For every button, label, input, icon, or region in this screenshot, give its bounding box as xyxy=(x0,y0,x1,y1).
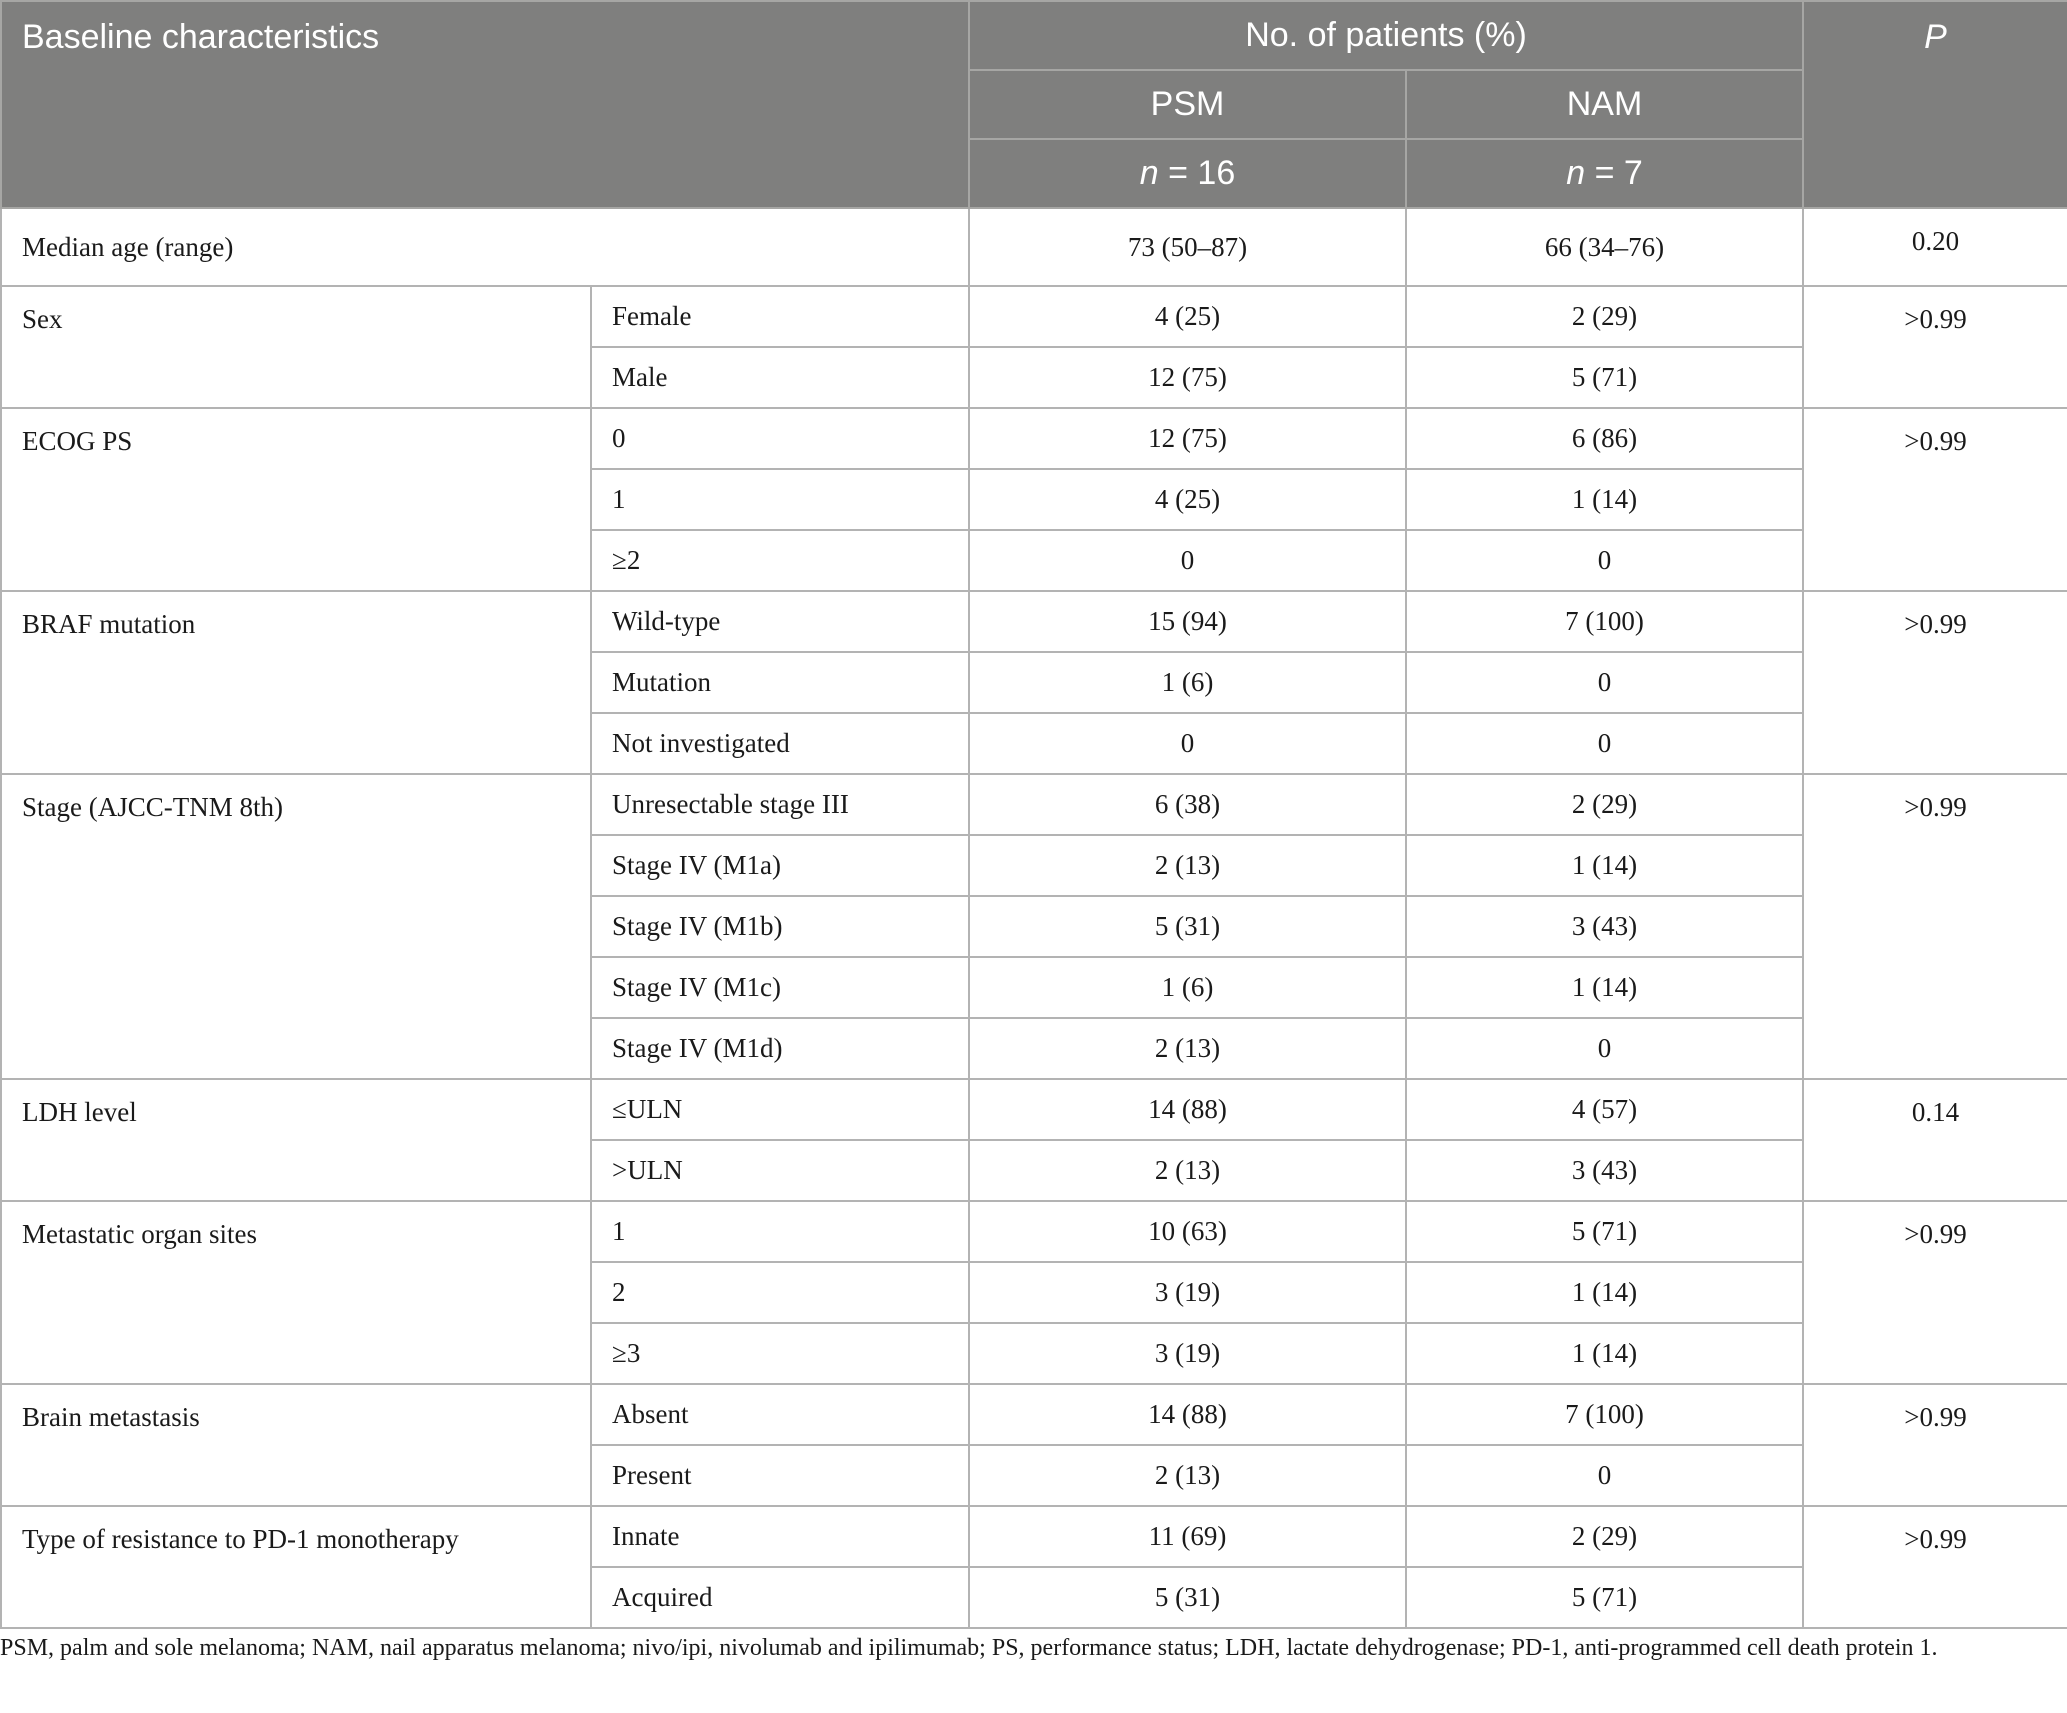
header-nam-n xyxy=(1406,139,1803,208)
cell-p-value: 0.20 xyxy=(1803,208,2067,286)
cell-psm: 0 xyxy=(969,530,1406,591)
table-row xyxy=(1,774,2067,835)
cell-psm: 14 (88) xyxy=(969,1079,1406,1140)
cell-nam: 7 (100) xyxy=(1406,591,1803,652)
row-subcategory: >ULN xyxy=(591,1140,969,1201)
cell-nam: 1 (14) xyxy=(1406,469,1803,530)
cell-psm: 5 (31) xyxy=(969,1567,1406,1628)
row-subcategory: Stage IV (M1c) xyxy=(591,957,969,1018)
cell-nam: 1 (14) xyxy=(1406,1323,1803,1384)
cell-nam: 0 xyxy=(1406,713,1803,774)
header-p-value: P xyxy=(1803,1,2067,208)
table-row xyxy=(1,408,2067,469)
cell-nam: 6 (86) xyxy=(1406,408,1803,469)
cell-p-value: 0.14 xyxy=(1803,1079,2067,1201)
table-row xyxy=(1,208,2067,286)
row-subcategory: Stage IV (M1d) xyxy=(591,1018,969,1079)
cell-p-value: >0.99 xyxy=(1803,1384,2067,1506)
psm-n-value: = 16 xyxy=(1158,154,1236,192)
cell-psm: 3 (19) xyxy=(969,1323,1406,1384)
cell-nam: 3 (43) xyxy=(1406,1140,1803,1201)
table-footnote: PSM, palm and sole melanoma; NAM, nail apparatus melanoma; nivo/ipi, nivolumab and ipilimumab; PS, performance status; LDH, lactate dehydrogenase; PD-1, anti-programmed cell death protein 1. xyxy=(0,1635,1938,1661)
table-row xyxy=(1,1384,2067,1445)
cell-psm: 2 (13) xyxy=(969,1018,1406,1079)
cell-psm: 4 (25) xyxy=(969,286,1406,347)
row-subcategory: 1 xyxy=(591,469,969,530)
cell-nam: 1 (14) xyxy=(1406,957,1803,1018)
row-subcategory: ≤ULN xyxy=(591,1079,969,1140)
cell-psm: 1 (6) xyxy=(969,957,1406,1018)
cell-nam: 5 (71) xyxy=(1406,1201,1803,1262)
row-subcategory: Male xyxy=(591,347,969,408)
header-baseline-characteristics: Baseline characteristics xyxy=(1,1,969,208)
row-subcategory: Stage IV (M1b) xyxy=(591,896,969,957)
cell-p-value: >0.99 xyxy=(1803,774,2067,1079)
row-subcategory: ≥3 xyxy=(591,1323,969,1384)
row-subcategory: 0 xyxy=(591,408,969,469)
cell-p-value: >0.99 xyxy=(1803,1506,2067,1628)
n-symbol: n xyxy=(1566,154,1586,192)
row-subcategory: ≥2 xyxy=(591,530,969,591)
row-group-label: Type of resistance to PD-1 monotherapy xyxy=(1,1506,591,1628)
cell-psm: 1 (6) xyxy=(969,652,1406,713)
cell-nam: 2 (29) xyxy=(1406,286,1803,347)
row-subcategory: Unresectable stage III xyxy=(591,774,969,835)
row-subcategory: 1 xyxy=(591,1201,969,1262)
cell-nam: 2 (29) xyxy=(1406,1506,1803,1567)
row-subcategory: Present xyxy=(591,1445,969,1506)
row-group-label: Metastatic organ sites xyxy=(1,1201,591,1384)
row-subcategory: Acquired xyxy=(591,1567,969,1628)
row-subcategory: Mutation xyxy=(591,652,969,713)
row-group-label: Stage (AJCC-TNM 8th) xyxy=(1,774,591,1079)
table-header xyxy=(1,1,2067,208)
cell-nam: 1 (14) xyxy=(1406,835,1803,896)
cell-p-value: >0.99 xyxy=(1803,591,2067,774)
cell-psm: 11 (69) xyxy=(969,1506,1406,1567)
cell-psm: 14 (88) xyxy=(969,1384,1406,1445)
cell-nam: 0 xyxy=(1406,652,1803,713)
table-row xyxy=(1,1079,2067,1140)
cell-nam: 0 xyxy=(1406,1018,1803,1079)
header-nam: NAM xyxy=(1406,70,1803,139)
row-group-label: Brain metastasis xyxy=(1,1384,591,1506)
row-group-label: BRAF mutation xyxy=(1,591,591,774)
row-group-label: Sex xyxy=(1,286,591,408)
cell-psm: 3 (19) xyxy=(969,1262,1406,1323)
cell-psm: 5 (31) xyxy=(969,896,1406,957)
cell-psm: 6 (38) xyxy=(969,774,1406,835)
row-subcategory: Not investigated xyxy=(591,713,969,774)
row-subcategory: 2 xyxy=(591,1262,969,1323)
cell-psm: 2 (13) xyxy=(969,1140,1406,1201)
header-no-of-patients: No. of patients (%) xyxy=(969,1,1803,70)
header-psm-n xyxy=(969,139,1406,208)
table-row xyxy=(1,1506,2067,1567)
cell-nam: 1 (14) xyxy=(1406,1262,1803,1323)
cell-psm: 2 (13) xyxy=(969,1445,1406,1506)
cell-nam: 4 (57) xyxy=(1406,1079,1803,1140)
cell-nam: 5 (71) xyxy=(1406,347,1803,408)
row-subcategory: Absent xyxy=(591,1384,969,1445)
cell-psm: 73 (50–87) xyxy=(969,208,1406,286)
table-row xyxy=(1,591,2067,652)
table-body xyxy=(1,208,2067,1628)
row-group-label: LDH level xyxy=(1,1079,591,1201)
cell-nam: 5 (71) xyxy=(1406,1567,1803,1628)
row-subcategory: Female xyxy=(591,286,969,347)
cell-psm: 4 (25) xyxy=(969,469,1406,530)
cell-nam: 2 (29) xyxy=(1406,774,1803,835)
row-subcategory: Stage IV (M1a) xyxy=(591,835,969,896)
cell-psm: 2 (13) xyxy=(969,835,1406,896)
cell-psm: 15 (94) xyxy=(969,591,1406,652)
cell-p-value: >0.99 xyxy=(1803,1201,2067,1384)
cell-p-value: >0.99 xyxy=(1803,408,2067,591)
row-group-label: ECOG PS xyxy=(1,408,591,591)
cell-psm: 12 (75) xyxy=(969,347,1406,408)
cell-nam: 0 xyxy=(1406,1445,1803,1506)
n-symbol: n xyxy=(1139,154,1159,192)
table-row xyxy=(1,1201,2067,1262)
nam-n-value: = 7 xyxy=(1585,154,1643,192)
cell-nam: 3 (43) xyxy=(1406,896,1803,957)
cell-psm: 0 xyxy=(969,713,1406,774)
table-row xyxy=(1,286,2067,347)
cell-nam: 0 xyxy=(1406,530,1803,591)
header-psm: PSM xyxy=(969,70,1406,139)
cell-nam: 66 (34–76) xyxy=(1406,208,1803,286)
row-subcategory: Innate xyxy=(591,1506,969,1567)
row-subcategory: Wild-type xyxy=(591,591,969,652)
cell-nam: 7 (100) xyxy=(1406,1384,1803,1445)
row-group-label: Median age (range) xyxy=(1,208,969,286)
cell-p-value: >0.99 xyxy=(1803,286,2067,408)
cell-psm: 12 (75) xyxy=(969,408,1406,469)
cell-psm: 10 (63) xyxy=(969,1201,1406,1262)
